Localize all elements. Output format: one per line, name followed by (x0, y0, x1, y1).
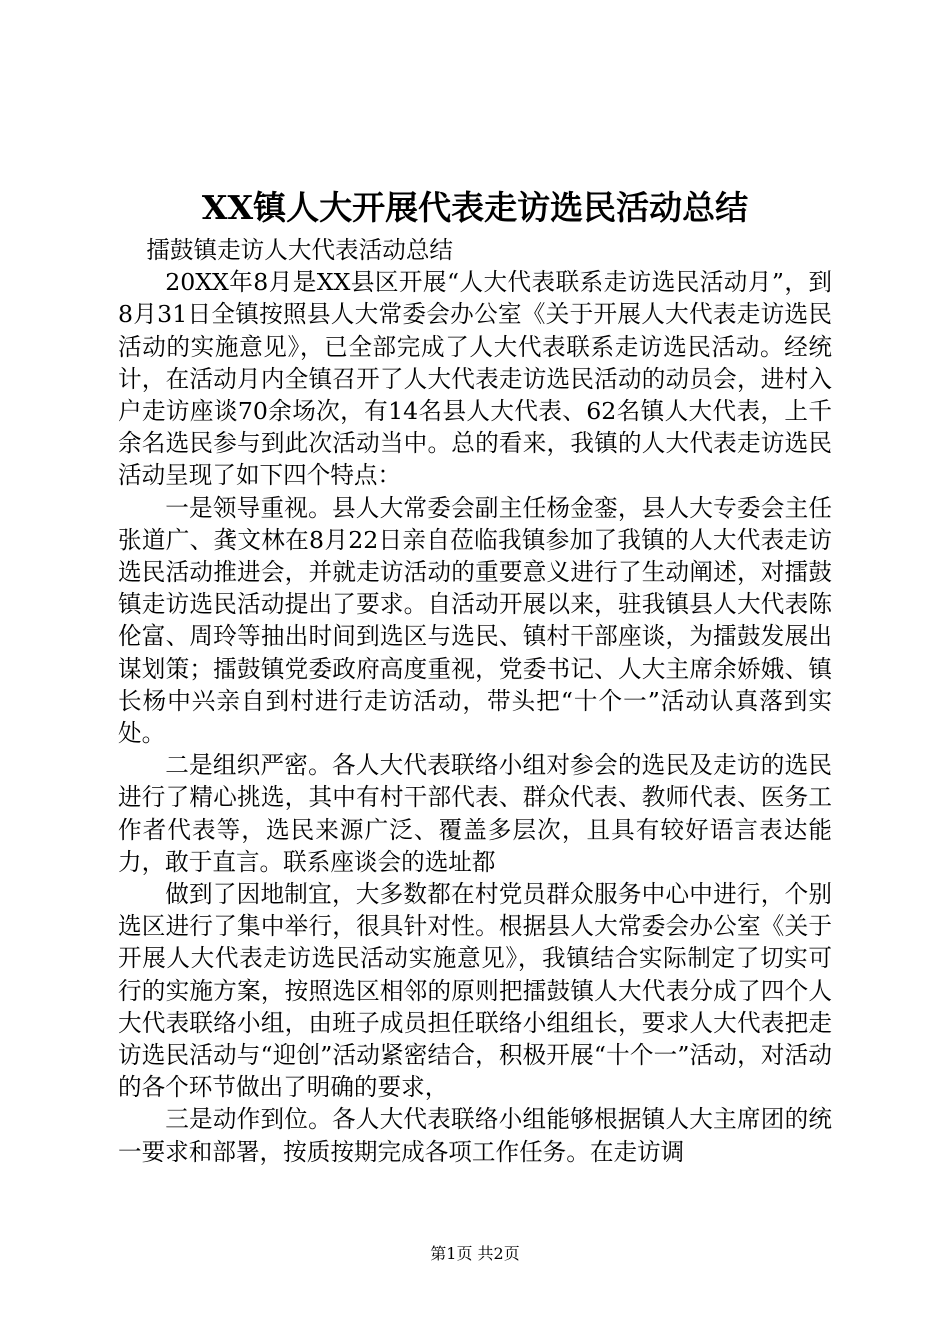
document-body (118, 234, 832, 1168)
paragraph-point-three: 三是动作到位。各人大代表联络小组能够根据镇人大主席团的统一要求和部署，按质按期完成各项工作任务。在走访调 (118, 1105, 832, 1166)
paragraph-point-two: 二是组织严密。各人大代表联络小组对参会的选民及走访的选民进行了精心挑选，其中有村干部代表、群众代表、教师代表、医务工作者代表等，选民来源广泛、覆盖多层次，且具有较好语言表达能力，敢于直言。联系座谈会的选址都 (118, 751, 832, 876)
document-subtitle: 擂鼓镇走访人大代表活动总结 (146, 236, 454, 264)
document-title: XX镇人大开展代表走访选民活动总结 (201, 188, 749, 227)
page-footer: 第1页 共2页 (430, 1244, 520, 1263)
paragraph-intro: 20XX年8月是XX县区开展“人大代表联系走访选民活动月”，到8月31日全镇按照县人大常委会办公室《关于开展人大代表走访选民活动的实施意见》，已全部完成了人大代表联系走访选民活动。经统计，在活动月内全镇召开了人大代表走访选民活动的动员会，进村入户走访座谈70余场次，有14名县人大代表、62名镇人大代表，上千余名选民参与到此次活动当中。总的看来，我镇的人大代表走访选民活动呈现了如下四个特点： (118, 268, 832, 490)
paragraph-point-two-continued: 做到了因地制宜，大多数都在村党员群众服务中心中进行，个别选区进行了集中举行，很具针对性。根据县人大常委会办公室《关于开展人大代表走访选民活动实施意见》，我镇结合实际制定了切实可行的实施方案，按照选区相邻的原则把擂鼓镇人大代表分成了四个人大代表联络小组，由班子成员担任联络小组组长，要求人大代表把走访选民活动与“迎创”活动紧密结合，积极开展“十个一”活动，对活动的各个环节做出了明确的要求， (118, 880, 832, 1102)
paragraph-point-one: 一是领导重视。县人大常委会副主任杨金銮，县人大专委会主任张道广、龚文林在8月22日亲自莅临我镇参加了我镇的人大代表走访选民活动推进会，并就走访活动的重要意义进行了生动阐述，对擂鼓镇走访选民活动提出了要求。自活动开展以来，驻我镇县人大代表陈伦富、周玲等抽出时间到选区与选民、镇村干部座谈，为擂鼓发展出谋划策；擂鼓镇党委政府高度重视，党委书记、人大主席余娇娥、镇长杨中兴亲自到村进行走访活动，带头把“十个一”活动认真落到实处。 (118, 493, 832, 748)
